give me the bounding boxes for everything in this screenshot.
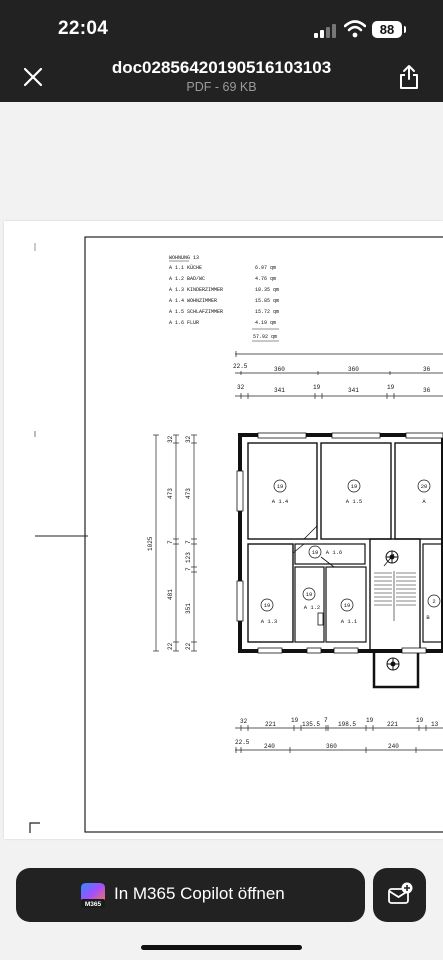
dimension-label: 32 xyxy=(237,384,245,391)
room-code: A 1.2 xyxy=(169,276,185,282)
room-code-label: A 1.5 xyxy=(345,498,363,505)
room-name: WOHNZIMMER xyxy=(187,298,218,304)
dimension-label: 240 xyxy=(264,743,275,750)
dimension-label: 19 xyxy=(291,717,299,724)
room-code: A 1.6 xyxy=(169,320,185,326)
dimension-label: 7 xyxy=(185,567,192,571)
room-code-label: A 1.6 xyxy=(325,549,343,556)
dimension-label: 36 xyxy=(423,366,431,373)
dimension-label: 19 xyxy=(416,717,424,724)
room-code: A 1.1 xyxy=(169,265,185,271)
room-number: 19 xyxy=(276,483,284,490)
dimension-label: 22 xyxy=(167,642,174,650)
dimension-label: 360 xyxy=(326,743,337,750)
dimension-label: 13 xyxy=(431,721,439,728)
room-area: 6.97 qm xyxy=(255,265,277,271)
pdf-page[interactable] xyxy=(4,221,443,839)
dimension-label: 351 xyxy=(185,603,192,614)
dimension-label: 7 xyxy=(185,540,192,544)
dimension-label: 22.5 xyxy=(233,363,248,370)
dimension-label: 1025 xyxy=(147,536,154,551)
room-code-label: A 1.2 xyxy=(303,604,321,611)
dimension-label: 360 xyxy=(274,366,285,373)
room-number: 19 xyxy=(311,549,319,556)
room-number: 20 xyxy=(420,483,428,490)
room-number: 19 xyxy=(305,591,313,598)
room-area: 15.85 qm xyxy=(255,298,280,304)
dimension-label: 198.5 xyxy=(338,721,357,728)
room-table xyxy=(169,264,279,341)
open-in-copilot-label: In M365 Copilot öffnen xyxy=(114,884,285,903)
room-number: 19 xyxy=(343,602,351,609)
share-icon[interactable] xyxy=(398,64,420,90)
room-code-label: A 1.4 xyxy=(271,498,289,505)
room-area: 10.35 qm xyxy=(255,287,280,293)
open-in-copilot-button[interactable] xyxy=(16,868,365,922)
home-indicator[interactable] xyxy=(141,945,302,950)
room-code-label: A 1.1 xyxy=(340,618,358,625)
dimension-label: 135.5 xyxy=(302,721,321,728)
room-code: A 1.3 xyxy=(169,287,185,293)
room-name: FLUR xyxy=(187,320,200,326)
stair-marker-icon xyxy=(387,658,399,670)
dimension-label: 360 xyxy=(348,366,359,373)
room-name: KÜCHE xyxy=(187,265,203,271)
wifi-icon xyxy=(344,20,366,38)
room-name: BAD/WC xyxy=(187,276,206,282)
room-code: A 1.5 xyxy=(169,309,185,315)
status-bar xyxy=(0,0,443,56)
m365-logo-text: M365 xyxy=(84,901,102,908)
dimension-label: 19 xyxy=(387,384,395,391)
dimension-label: 19 xyxy=(366,717,374,724)
cellular-signal-icon xyxy=(314,24,338,38)
battery-icon: 88 xyxy=(372,21,402,38)
room-code-label: A xyxy=(422,498,426,505)
add-mail-icon xyxy=(373,868,426,922)
dimension-label: 7 xyxy=(324,717,328,724)
room-area: 4.19 qm xyxy=(255,320,277,326)
document-title: doc02856420190516103103 xyxy=(111,58,332,77)
dimension-label: 473 xyxy=(167,488,174,499)
total-area: 57.92 qm xyxy=(253,334,278,340)
room-number: 19 xyxy=(263,602,271,609)
dimension-label: 123 xyxy=(185,552,192,563)
document-header xyxy=(0,56,443,102)
room-area: 15.72 qm xyxy=(255,309,280,315)
dimension-label: 32 xyxy=(185,435,192,443)
dimension-label: 32 xyxy=(240,718,248,725)
room-code: A 1.4 xyxy=(169,298,185,304)
close-icon[interactable] xyxy=(22,66,44,88)
room-area: 4.76 qm xyxy=(255,276,277,282)
stair-marker-icon xyxy=(386,551,398,563)
dimension-label: 221 xyxy=(265,721,276,728)
dimension-label: 22 xyxy=(185,642,192,650)
apartment-title: WOHNUNG 13 xyxy=(169,255,200,261)
dimension-label: 221 xyxy=(387,721,398,728)
status-time: 22:04 xyxy=(58,18,109,39)
dimension-label: 36 xyxy=(423,387,431,394)
dimension-label: 7 xyxy=(167,540,174,544)
document-subtitle: PDF - 69 KB xyxy=(186,80,257,94)
room-code-label: A 1.3 xyxy=(260,618,278,625)
room-number: 19 xyxy=(350,483,358,490)
dimension-label: 240 xyxy=(388,743,399,750)
room-name: SCHLAFZIMMER xyxy=(187,309,224,315)
dimension-label: 341 xyxy=(274,387,285,394)
floor-plan xyxy=(4,221,443,839)
room-number: 2 xyxy=(432,598,436,605)
room-name: KINDERZIMMER xyxy=(187,287,224,293)
dimension-label: 19 xyxy=(313,384,321,391)
dimension-label: 32 xyxy=(167,435,174,443)
dimension-label: 473 xyxy=(185,488,192,499)
m365-copilot-logo-icon xyxy=(78,880,108,910)
dimension-label: 22.5 xyxy=(235,739,250,746)
dimension-label: 481 xyxy=(167,589,174,600)
room-code-label: B xyxy=(426,614,430,621)
add-mail-button[interactable] xyxy=(373,868,426,922)
dimension-label: 341 xyxy=(348,387,359,394)
